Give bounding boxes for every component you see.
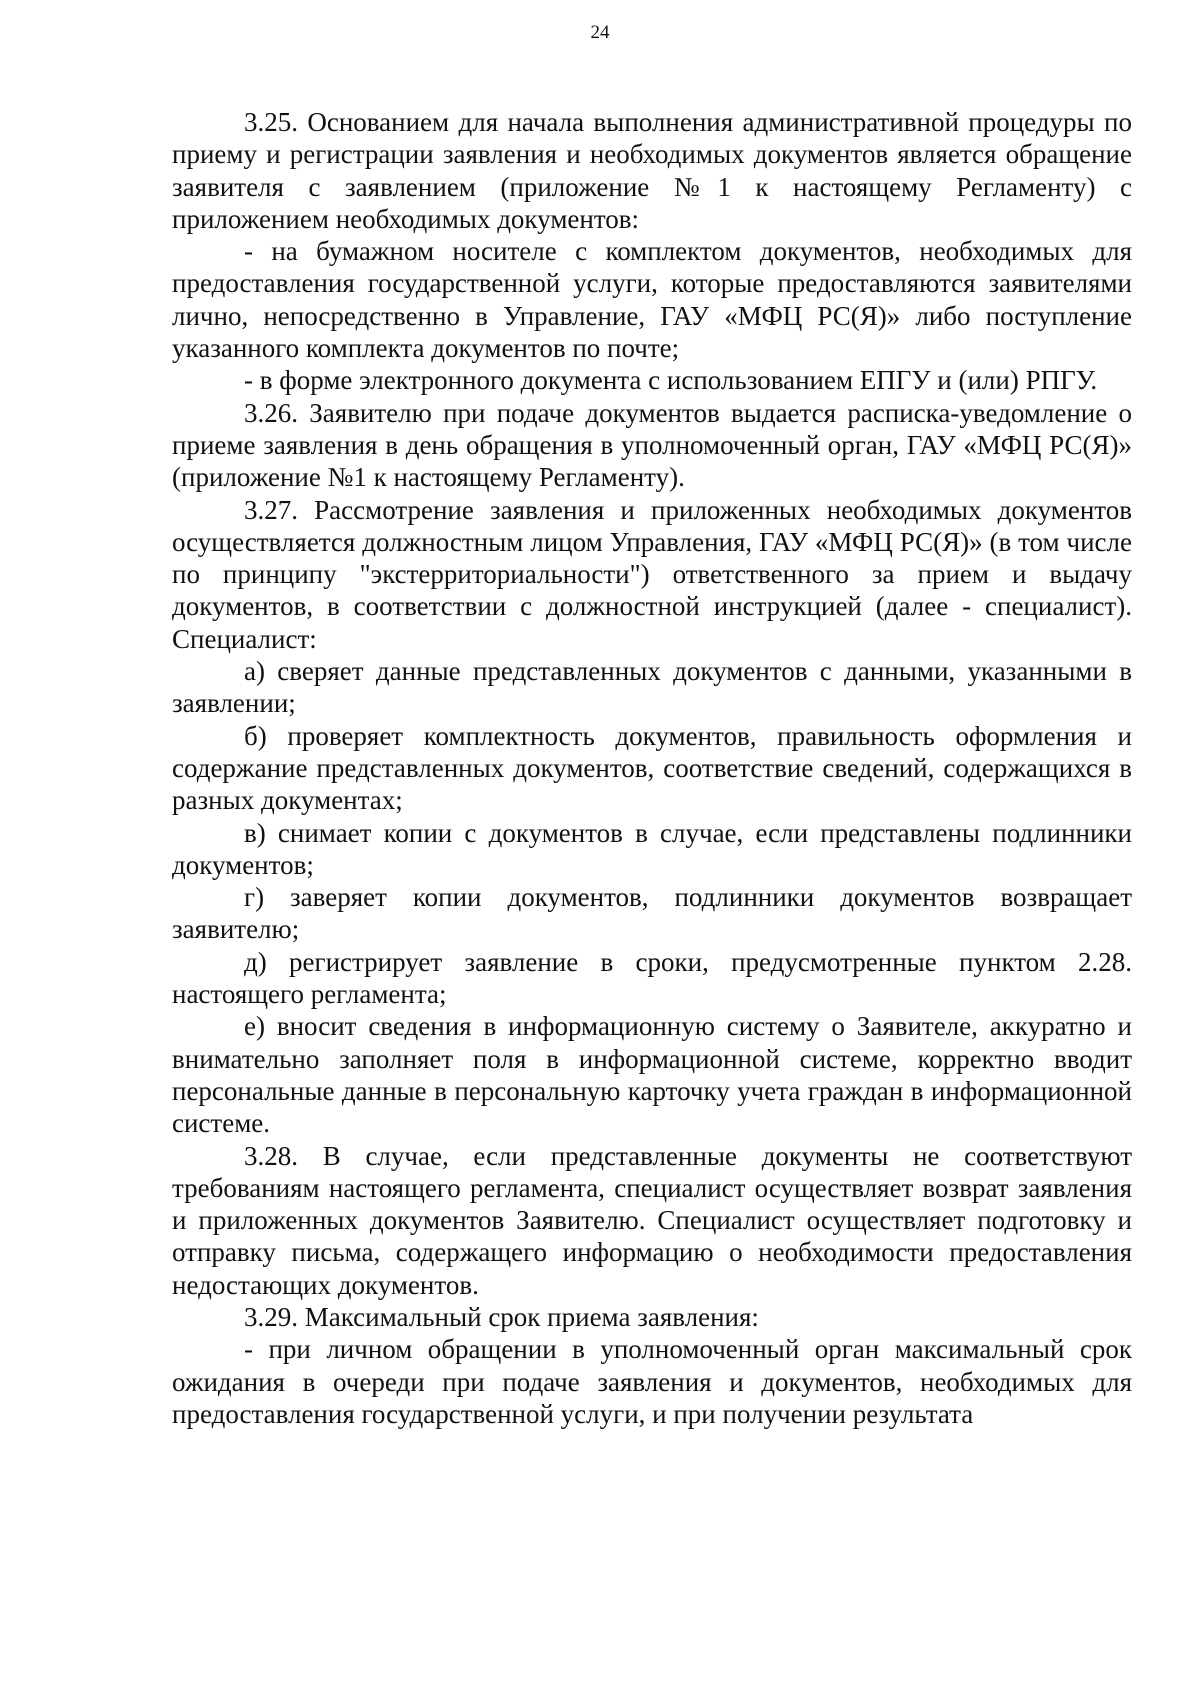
paragraph-3-28: 3.28. В случае, если представленные документы не соответствуют требованиям настоящего регламента, специалист осуществляет возврат заявления и приложенных документов Заявителю. Специалист осуществляет подготовку и отправку письма, содержащего информацию о необходимости предоставления недостающих документов. (172, 1140, 1132, 1300)
paragraph-paper-submission: - на бумажном носителе с комплектом документов, необходимых для предоставления государственной услуги, которые предоставляются заявителями лично, непосредственно в Управление, ГАУ «МФЦ РС(Я)» либо поступление указанного комплекта документов по почте; (172, 236, 1132, 364)
document-body (172, 106, 1132, 1430)
list-item-g: г) заверяет копии документов, подлинники документов возвращает заявителю; (172, 882, 1132, 945)
paragraph-3-27: 3.27. Рассмотрение заявления и приложенных необходимых документов осуществляется должностным лицом Управления, ГАУ «МФЦ РС(Я)» (в том числе по принципу "экстерриториальности") ответственного за прием и выдачу документов, в соответствии с должностной инструкцией (далее - специалист). Специалист: (172, 494, 1132, 654)
paragraph-3-25: 3.25. Основанием для начала выполнения административной процедуры по приему и регистрации заявления и необходимых документов является обращение заявителя с заявлением (приложение №1 к настоящему Регламенту) с приложением необходимых документов: (172, 107, 1132, 234)
paragraph-electronic-submission: - в форме электронного документа с использованием ЕПГУ и (или) РПГУ. (244, 365, 1098, 396)
paragraph-3-26: 3.26. Заявителю при подаче документов выдается расписка-уведомление о приеме заявления в день обращения в уполномоченный орган, ГАУ «МФЦ РС(Я)» (приложение №1 к настоящему Регламенту). (172, 397, 1132, 493)
page-number: 24 (590, 22, 610, 43)
list-item-b: б) проверяет комплектность документов, правильность оформления и содержание представленных документов, соответствие сведений, содержащихся в разных документах; (172, 720, 1132, 816)
list-item-d: д) регистрирует заявление в сроки, предусмотренные пунктом 2.28. настоящего регламента; (172, 946, 1132, 1010)
list-item-e: е) вносит сведения в информационную систему о Заявителе, аккуратно и внимательно заполняет поля в информационной системе, корректно вводит персональные данные в персональную карточку учета граждан в информационной системе. (172, 1011, 1132, 1139)
list-item-v: в) снимает копии с документов в случае, если представлены подлинники документов; (172, 817, 1132, 880)
paragraph-personal-visit: - при личном обращении в уполномоченный орган максимальный срок ожидания в очереди при подаче заявления и документов, необходимых для предоставления государственной услуги, и при получении результата (172, 1334, 1132, 1429)
list-item-a: а) сверяет данные представленных документов с данными, указанными в заявлении; (172, 656, 1132, 719)
paragraph-3-29: 3.29. Максимальный срок приема заявления: (244, 1301, 759, 1332)
